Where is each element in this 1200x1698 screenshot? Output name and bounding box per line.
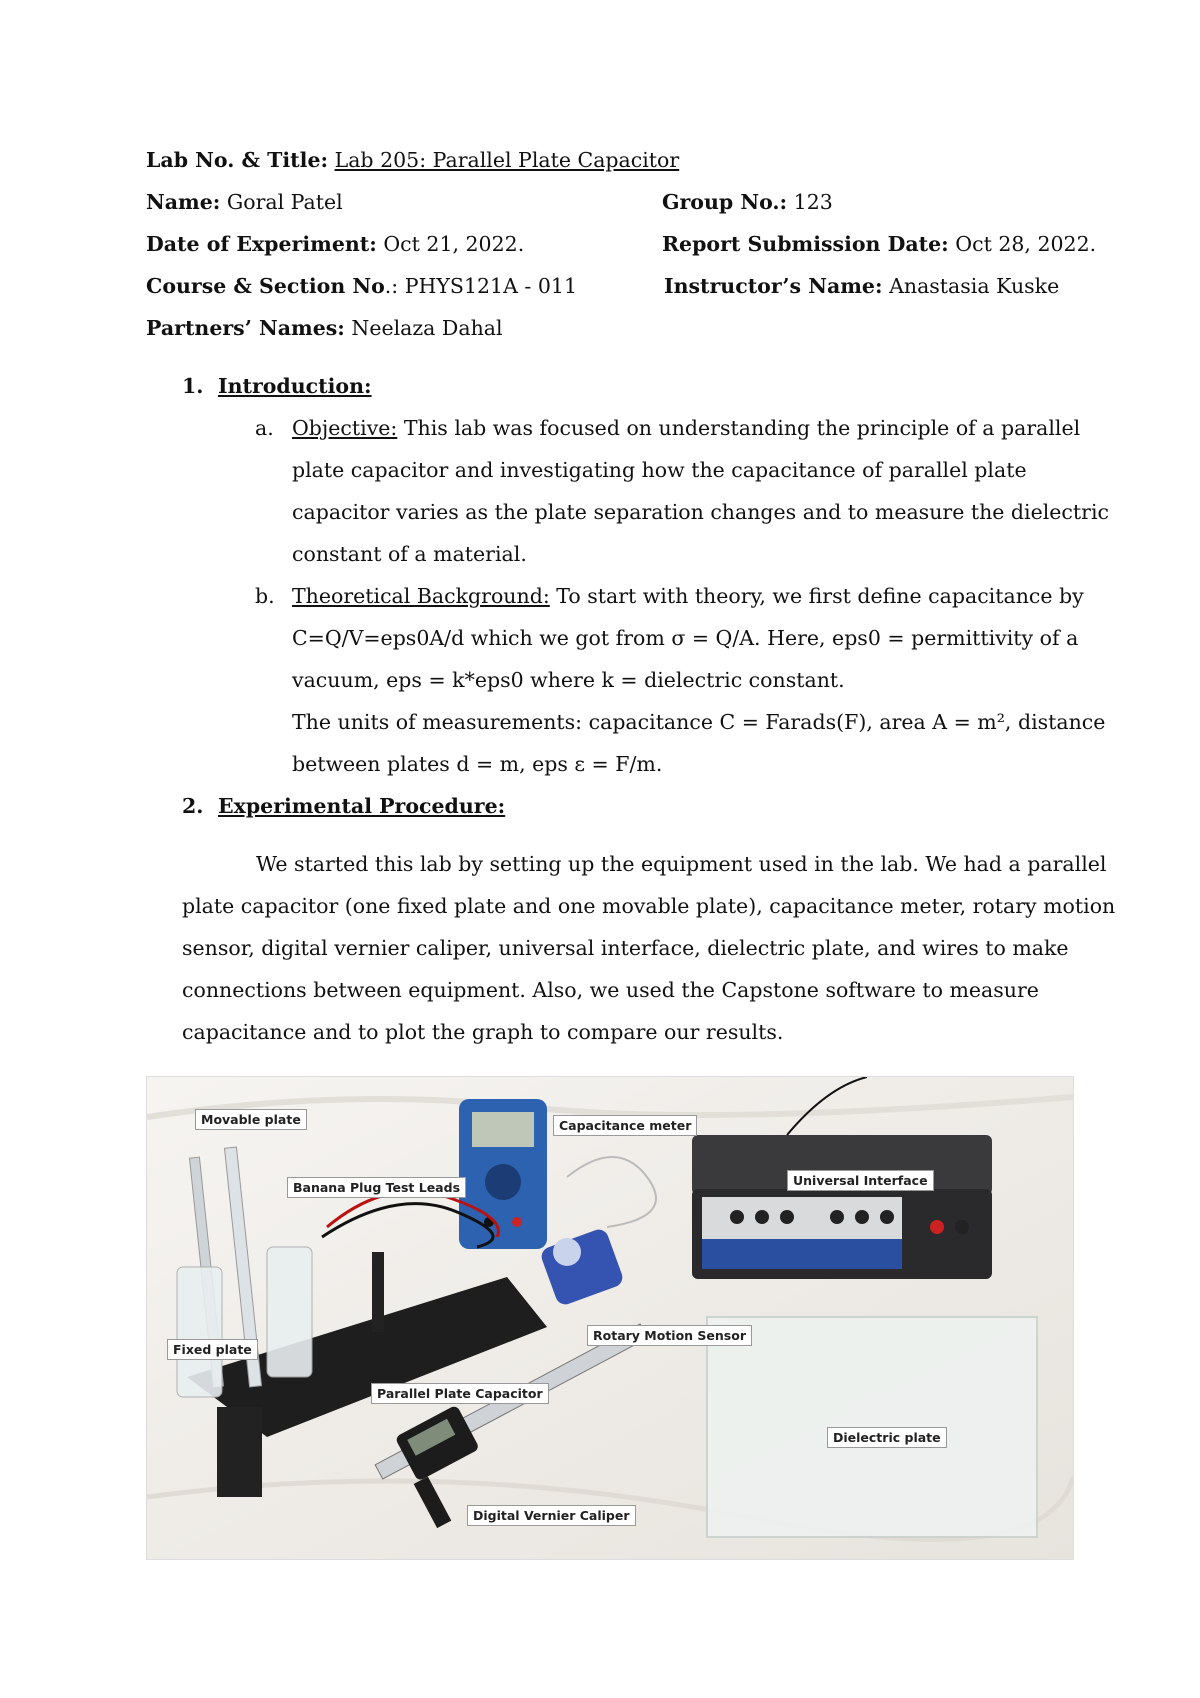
submission-line <box>662 232 1096 256</box>
objective-line-3: capacitor varies as the plate separation changes and to measure the dielectric <box>292 500 1109 524</box>
equipment-illustration <box>147 1077 1073 1559</box>
lab-label: Lab No. & Title: <box>146 148 329 172</box>
course-value: .: PHYS121A - 011 <box>384 274 577 298</box>
label-banana-plug: Banana Plug Test Leads <box>287 1177 466 1198</box>
partners-value: Neelaza Dahal <box>351 316 503 340</box>
equipment-photo <box>146 1076 1074 1560</box>
instructor-line <box>664 274 1059 298</box>
instructor-value: Anastasia Kuske <box>889 274 1060 298</box>
group-line <box>662 190 833 214</box>
procedure-number: 2. <box>182 794 204 818</box>
procedure-heading <box>218 794 505 818</box>
theory-title: Theoretical Background: <box>292 584 550 608</box>
label-movable-plate: Movable plate <box>195 1109 307 1130</box>
theory-line-3: vacuum, eps = k*eps0 where k = dielectric constant. <box>292 668 845 692</box>
submission-label: Report Submission Date: <box>662 232 949 256</box>
name-line <box>146 190 343 214</box>
procedure-line-3: sensor, digital vernier caliper, universal interface, dielectric plate, and wires to make <box>182 936 1069 960</box>
name-label: Name: <box>146 190 221 214</box>
name-value: Goral Patel <box>226 190 343 214</box>
procedure-line-4: connections between equipment. Also, we used the Capstone software to measure <box>182 978 1039 1002</box>
lab-title-line <box>146 148 679 172</box>
date-line <box>146 232 524 256</box>
theory-text-1: To start with theory, we first define capacitance by <box>556 584 1084 608</box>
procedure-title: Experimental Procedure: <box>218 794 506 818</box>
objective-letter: a. <box>255 416 274 440</box>
procedure-line-2: plate capacitor (one fixed plate and one movable plate), capacitance meter, rotary motion <box>182 894 1116 918</box>
label-dielectric-plate: Dielectric plate <box>827 1427 947 1448</box>
label-rotary-sensor: Rotary Motion Sensor <box>587 1325 752 1346</box>
lab-title: Lab 205: Parallel Plate Capacitor <box>334 148 680 172</box>
partners-line <box>146 316 503 340</box>
procedure-line-1: We started this lab by setting up the equipment used in the lab. We had a parallel <box>256 852 1107 876</box>
group-value: 123 <box>793 190 833 214</box>
theory-line-1 <box>292 584 1084 608</box>
date-value: Oct 21, 2022. <box>383 232 525 256</box>
course-line <box>146 274 577 298</box>
objective-text-1: This lab was focused on understanding the principle of a parallel <box>403 416 1081 440</box>
course-label: Course & Section No <box>146 274 385 298</box>
intro-title: Introduction: <box>218 374 372 398</box>
theory-line-5: between plates d = m, eps ε = F/m. <box>292 752 663 776</box>
partners-label: Partners’ Names: <box>146 316 345 340</box>
label-parallel-capacitor: Parallel Plate Capacitor <box>371 1383 549 1404</box>
label-capacitance-meter: Capacitance meter <box>553 1115 697 1136</box>
objective-line-2: plate capacitor and investigating how the capacitance of parallel plate <box>292 458 1027 482</box>
instructor-label: Instructor’s Name: <box>664 274 883 298</box>
objective-title: Objective: <box>292 416 398 440</box>
intro-heading <box>218 374 372 398</box>
group-label: Group No.: <box>662 190 788 214</box>
objective-line-1 <box>292 416 1080 440</box>
intro-number: 1. <box>182 374 204 398</box>
objective-line-4: constant of a material. <box>292 542 527 566</box>
theory-line-4: The units of measurements: capacitance C = Farads(F), area A = m², distance <box>292 710 1106 734</box>
submission-value: Oct 28, 2022. <box>955 232 1097 256</box>
label-fixed-plate: Fixed plate <box>167 1339 258 1360</box>
procedure-line-5: capacitance and to plot the graph to compare our results. <box>182 1020 784 1044</box>
theory-line-2: C=Q/V=eps0A/d which we got from σ = Q/A. Here, eps0 = permittivity of a <box>292 626 1079 650</box>
date-label: Date of Experiment: <box>146 232 377 256</box>
theory-letter: b. <box>255 584 275 608</box>
label-universal-interface: Universal Interface <box>787 1170 934 1191</box>
label-vernier-caliper: Digital Vernier Caliper <box>467 1505 636 1526</box>
capacitance-meter-device <box>459 1099 547 1249</box>
